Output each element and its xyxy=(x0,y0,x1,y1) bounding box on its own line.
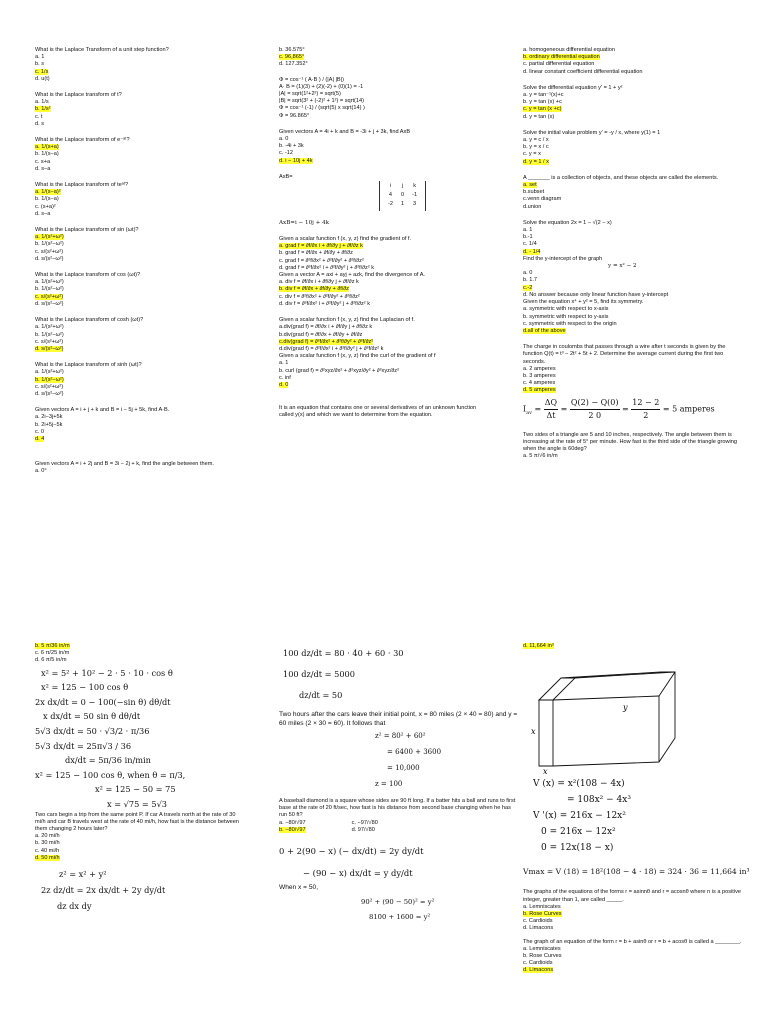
option: c. y = x xyxy=(523,151,541,158)
question-block xyxy=(523,939,758,975)
option: b. 30 mi/h xyxy=(35,840,60,847)
question-block xyxy=(35,47,245,83)
question-block xyxy=(279,236,479,272)
option: c. 6 π/25 in/m xyxy=(35,650,70,657)
option: b. 1/(s²−ω²) xyxy=(35,241,64,248)
option: a. 2i−3j+5k xyxy=(35,414,63,421)
option: a. div f = ∂f/∂x i + ∂f/∂y j + ∂f/∂z k xyxy=(279,279,359,286)
option: c. partial differential equation xyxy=(523,61,595,68)
work-line: |B| = sqrt(3² + (-2)² + 1²) = sqrt(14) xyxy=(279,98,364,105)
vmax-equation: Vmax = V (18) = 18²(108 − 4 · 18) = 324 · 36 = 11,664 in³ xyxy=(523,867,750,877)
option: a.div(grad f) = ∂f/∂x i + ∂f/∂y j + ∂f/∂z k xyxy=(279,324,373,331)
work-line: Φ = 96.865° xyxy=(279,112,310,119)
when-label: When x = 50, xyxy=(279,884,319,892)
question-block xyxy=(35,182,245,218)
option: a. y = tan⁻¹(x)+c xyxy=(523,92,564,99)
option: a. y = c / x xyxy=(523,137,549,144)
options-list xyxy=(352,820,378,834)
question-block xyxy=(35,362,245,398)
question-text: A baseball diamond is a square whose sides are 90 ft long. If a batter hits a ball and runs to first base at the rate of 20 ft/sec, how fast is his distance from second base changing when he has run 50 ft? xyxy=(279,798,516,819)
option: c. −97/√80 xyxy=(351,819,378,826)
option-correct: d. s/(s²−ω²) xyxy=(35,345,64,352)
option-correct: c. 1/s xyxy=(35,68,49,75)
question-text: Two sides of a triangle are 5 and 10 inches, respectively. The angle between them is increasing at the rate of 5° per minute. How fast is the third side of the triangle growing when the angle is 60deg? xyxy=(523,431,737,452)
option: c. s+a xyxy=(35,158,51,165)
option-correct: d. 0 xyxy=(279,381,289,388)
question-text: What is the Laplace transform of e⁻ᵃᵗ? xyxy=(35,137,130,144)
option-correct: d.all of the above xyxy=(523,327,566,334)
question-block xyxy=(523,299,738,335)
distance-work: z² = 80² + 60² = 6400 + 3600 = 10,000 z = 100 xyxy=(375,732,442,788)
matrix-cell: j xyxy=(401,183,404,190)
option: b. 1/(s−a) xyxy=(35,151,59,158)
option: b. y = tan (x) +c xyxy=(523,99,562,106)
option: a. 0 xyxy=(279,136,289,143)
work-line: A· B = (1)(3) + (2)(-2) + (0)(1) = -1 xyxy=(279,83,364,90)
option: a. 0° xyxy=(35,468,47,475)
option: c. (s+a)² xyxy=(35,203,56,210)
box-diagram xyxy=(531,656,681,774)
matrix-cell: i xyxy=(389,183,392,190)
axb-result: AxB=i − 10j + 4k xyxy=(279,219,330,226)
option: d. s/(s²−ω²) xyxy=(35,390,64,397)
question-text: Solve the initial value problem y' = -y / x, where y(1) = 1 xyxy=(523,129,661,136)
question-text: Given the equation x⁴ + y² = 5, find its symmetry. xyxy=(523,299,644,306)
option: a. homogeneous differential equation xyxy=(523,47,615,53)
question-block xyxy=(523,175,738,211)
question-block xyxy=(523,432,738,461)
option-correct: d. 50 mi/h xyxy=(35,854,60,861)
yint-equation: y = x² − 2 xyxy=(608,263,637,270)
option: c. 4 amperes xyxy=(523,380,556,387)
option-correct: b. −80/√97 xyxy=(279,826,306,833)
baseball-options xyxy=(279,820,519,834)
volume-work: V (x) = x²(108 − 4x) = 108x² − 4x³ V '(x) = 216x − 12x² 0 = 216x − 12x² 0 = 12x(18 − x) xyxy=(533,779,631,854)
option: c. t xyxy=(35,113,43,120)
option: d. 97/√80 xyxy=(351,826,375,833)
option: d. 127.352° xyxy=(279,61,308,68)
option: c. inf xyxy=(279,374,291,381)
column-1 xyxy=(35,47,245,476)
question-text: What is the Laplace transform of sin (ωt)? xyxy=(35,227,139,234)
option: d.union xyxy=(523,203,542,210)
average-current-equation: $I_{av}$ = $\frac{\Delta Q}{\Delta t}$ = $\frac{Q(2) - Q(0)}{2 0}$ = $\frac{12 - 2}{2}$ = 5 amperes xyxy=(523,397,715,420)
option: c. 40 mi/h xyxy=(35,847,60,854)
option: a. 20 mi/h xyxy=(35,833,60,840)
option: c.venn diagram xyxy=(523,196,562,203)
box-label-x-side: x xyxy=(531,727,536,737)
question-block xyxy=(523,85,738,121)
question-text: The charge in coulombs that passes through a wire after t seconds is given by the function Q(t) = t³ − 2t² + 5t + 2. Determine the average current during the first two seconds. xyxy=(523,344,726,365)
question-block xyxy=(35,137,245,173)
option: a. 1/(s²+ω²) xyxy=(35,279,64,286)
option: d. s/(s²−ω²) xyxy=(35,255,64,262)
option: a. 0 xyxy=(523,270,533,277)
matrix-cell: 3 xyxy=(413,201,417,208)
triangle-work: x² = 5² + 10² − 2 · 5 · 10 · cos θ x² = 125 − 100 cos θ 2x dx/dt = 0 − 100(−sin θ) dθ/dt x dx/dt = 50 sin θ dθ/dt 5√3 dx/dt = 50 · √3/2 · π/36 5√3 dx/dt = 25π√3 / 36 dx/dt = 5π/36 in/min x² = 125 − 100 cos θ, when θ = π/3, x² = 125 − 50 = 75 x = √75 = 5√3 xyxy=(35,667,186,809)
option-correct: c. s/(s²+ω²) xyxy=(35,293,64,300)
question-block xyxy=(35,92,245,128)
option: b. 3 amperes xyxy=(523,372,556,379)
question-text: What is the Laplace transform of cosh (ωt)? xyxy=(35,317,144,324)
option-correct: d. Limacons xyxy=(523,967,554,974)
option: d. s/(s²−ω²) xyxy=(35,300,64,307)
question-block xyxy=(523,889,758,932)
matrix-cell: 1 xyxy=(400,201,405,208)
question-block xyxy=(523,344,738,394)
question-text: Given a scalar function f (x, y, z) find the curl of the gradient of f xyxy=(279,353,436,360)
question-text: Given a scalar function f (x, y, z) find the Laplacian of f. xyxy=(279,317,415,324)
matrix-cell: k xyxy=(413,183,416,190)
matrix-cell: 0 xyxy=(400,192,405,199)
option: a. symmetric with respect to x-axis xyxy=(523,306,609,313)
option: b. 1/(s²−ω²) xyxy=(35,286,64,293)
option: b. y = x / c xyxy=(523,144,549,151)
option: c. div f = ∂²f/∂x² + ∂²f/∂y² + ∂²f/∂z² xyxy=(279,293,360,300)
option: c. 0 xyxy=(35,428,45,435)
option: b. grad f = ∂f/∂x + ∂f/∂y + ∂f/∂z xyxy=(279,250,353,257)
option: a. Lemniscates xyxy=(523,945,561,952)
option-correct: a. 1/(s+a) xyxy=(35,144,59,151)
option-correct: b. Rose Curves xyxy=(523,911,562,918)
option-correct: c. y = tan (x +c) xyxy=(523,106,562,113)
option: c. Cardioids xyxy=(523,918,553,925)
option: a. 1/s xyxy=(35,99,49,106)
axb-label: AxB= xyxy=(279,173,293,180)
option: c. s/(s²+ω²) xyxy=(35,248,64,255)
options-list xyxy=(35,643,245,665)
question-text: What is the Laplace transform of teᵃᵗ? xyxy=(35,182,129,189)
question-text: What is the Laplace Transform of a unit step function? xyxy=(35,47,169,53)
options-list xyxy=(523,47,738,76)
option: c. grad f = ∂²f/∂x² + ∂²f/∂y² + ∂²f/∂z² xyxy=(279,257,364,264)
column-6 xyxy=(523,643,758,975)
explanation-paragraph: Two hours after the cars leave their initial point, x = 80 miles (2 × 40 = 80) and y = 60 miles (2 × 30 = 60). It follows that xyxy=(279,711,518,727)
option: b. 1/(s−a) xyxy=(35,196,59,203)
column-4 xyxy=(35,643,245,914)
question-text: Two cars begin a trip from the same point P. If car A travels north at the rate of 30 mi/h and car B travels west at the rate of 40 mi/h, how fast is the distance between them changing 2 hours later? xyxy=(35,811,239,832)
question-block xyxy=(279,317,479,353)
option: a. Lemniscates xyxy=(523,903,561,910)
matrix-cell: -1 xyxy=(412,192,418,199)
option: a. 5 π/√6 in/m xyxy=(523,453,558,460)
work-line: |A| = sqrt(1²+2²) = sqrt(5) xyxy=(279,91,341,98)
option: d. u(t) xyxy=(35,75,50,82)
option: a. 2 amperes xyxy=(523,365,556,372)
question-text: The graphs of the equations of the forms r = asinnθ and r = acosnθ where n is a positive integer, greater than 1, are called _____. xyxy=(523,889,741,903)
option: c. s/(s²+ω²) xyxy=(35,338,64,345)
work-steps xyxy=(279,77,479,120)
options-list xyxy=(523,270,738,299)
option-correct: b. 1/(s²−ω²) xyxy=(35,376,64,383)
yint-text: Find the y-intercept of the graph xyxy=(523,255,603,262)
option-correct: b. 1/s² xyxy=(35,106,51,113)
question-text: It is an equation that contains one or several derivatives of an unknown function called y(x) and which we want to determine from the equation. xyxy=(279,405,477,419)
answer-highlight: d. 11,664 in³ xyxy=(523,643,554,649)
column-2 xyxy=(279,47,479,420)
question-text: The graph of an equation of the form r = b + asinθ or r = b + acosθ is called a ________. xyxy=(523,938,742,945)
question-text: Given vectors A = 4i + k and B = -3i + j + 3k, find AxB xyxy=(279,128,411,135)
column-3 xyxy=(523,47,738,460)
question-block xyxy=(35,461,245,475)
question-text: Solve the differential equation y' = 1 + y² xyxy=(523,84,623,91)
cars-work: z² = x² + y² 2z dz/dt = 2x dx/dt + 2y dy/dt dz dx dy xyxy=(41,868,166,911)
question-text: Given vectors A = i + j + k and B = i − 5j + 5k, find A·B. xyxy=(35,407,170,414)
option: b. 1.7 xyxy=(523,277,537,284)
option: d. s−a xyxy=(35,165,51,172)
question-text: Solve the equation 2x = 1 − √(2 − x) xyxy=(523,219,612,226)
question-text: What is the Laplace transform of t? xyxy=(35,92,122,99)
question-block xyxy=(35,812,245,862)
box-label-y: y xyxy=(623,703,628,713)
option-correct: c. 96,865° xyxy=(279,54,305,61)
option-correct: b. 5 π/36 in/m xyxy=(35,643,70,649)
option-correct: d. y = 1 / x xyxy=(523,158,549,165)
question-text: Given vectors A = i + 2j and B = 3i − 2j + k, find the angle between them. xyxy=(35,461,214,468)
option: a. 1 xyxy=(279,360,289,367)
question-text: What is the Laplace transform of cos (ωt)? xyxy=(35,272,141,279)
option: a. 1/(s²+ω²) xyxy=(35,324,64,331)
option-correct: b. div f = ∂f/∂x + ∂f/∂y + ∂f/∂z xyxy=(279,286,349,293)
option: d. 6 π/5 in/m xyxy=(35,657,67,664)
option-correct: d. 5 amperes xyxy=(523,387,556,394)
option: b. 1/(s²−ω²) xyxy=(35,331,64,338)
option: c. Cardioids xyxy=(523,960,553,967)
question-text: Given a vector A = axi + ayj + azk, find the divergence of A. xyxy=(279,272,425,279)
option: d. div f = ∂²f/∂x² i + ∂²f/∂y² j + ∂²f/∂z² k xyxy=(279,300,371,307)
option: d. No answer because only linear function have y-intercept xyxy=(523,291,669,298)
option: a. 1 xyxy=(523,227,533,234)
cross-product-matrix xyxy=(379,181,426,211)
option-correct: a. grad f = ∂f/∂x i + ∂f/∂y j + ∂f/∂z k xyxy=(279,243,363,250)
box-label-x-bottom: x xyxy=(543,767,548,775)
question-block xyxy=(279,272,479,308)
question-text: A _______ is a collection of objects, and these objects are called the elements. xyxy=(523,174,719,181)
option: d. s−a xyxy=(35,210,51,217)
option: d. s xyxy=(35,120,45,127)
option-correct: c.-2 xyxy=(523,284,533,291)
option: b. 2i+5j−5k xyxy=(35,421,63,428)
option-correct: d. - 1/4 xyxy=(523,248,541,255)
options-list xyxy=(279,47,479,69)
matrix-cell: 4 xyxy=(388,192,393,199)
option: d.div(grad f) = ∂²f/∂x² i + ∂²f/∂y² j + ∂²f/∂z² k xyxy=(279,345,384,352)
option-correct: a. 1/(s−a)² xyxy=(35,189,61,196)
option: b. -4i + 3k xyxy=(279,143,304,150)
option: a. 1 xyxy=(35,54,45,61)
option: b.subset xyxy=(523,189,545,196)
option: a. −80/√97 xyxy=(279,819,306,826)
cars-work-continued: 100 dz/dt = 80 · 40 + 60 · 30 100 dz/dt = 5000 dz/dt = 50 xyxy=(283,648,404,700)
baseball-work: 0 + 2(90 − x) (− dx/dt) = 2y dy/dt − (90 − x) dx/dt = y dy/dt xyxy=(279,846,424,879)
option: b. curl (grad f) = ∂²xyz/∂x² + ∂²xyz/∂y² + ∂²xyz/∂z² xyxy=(279,367,399,374)
question-block xyxy=(35,317,245,353)
option-correct: d. i − 10j + 4k xyxy=(279,157,313,164)
matrix-cell: -2 xyxy=(388,201,393,208)
question-block xyxy=(35,272,245,308)
option: c. -12 xyxy=(279,150,293,157)
question-block xyxy=(523,130,738,166)
question-block xyxy=(35,407,245,443)
option-correct: b. ordinary differential equation xyxy=(523,54,600,61)
option: c. symmetric with respect to the origin xyxy=(523,320,617,327)
option: b.-1 xyxy=(523,234,533,241)
question-text: Given a scalar function f (x, y, z) find the gradient of f. xyxy=(279,236,412,243)
option-correct: c.div(grad f) = ∂²f/∂x² + ∂²f/∂y² + ∂²f/∂z² xyxy=(279,338,374,345)
option: a. 1/(s²+ω²) xyxy=(35,369,64,376)
option: d. y = tan (x) xyxy=(523,113,555,120)
option: b. 36.575° xyxy=(279,47,305,53)
question-block xyxy=(35,227,245,263)
question-block xyxy=(279,129,479,165)
work-line: Φ = cos⁻¹ (-1) / (sqrt(5) x sqrt(14) ) xyxy=(279,105,365,112)
option: d. Limacons xyxy=(523,925,554,932)
question-text: What is the Laplace transform of sinh (ωt)? xyxy=(35,362,142,369)
option: c. s/(s²+ω²) xyxy=(35,383,64,390)
option: b. symmetric with respect to y-axis xyxy=(523,313,609,320)
option: d. grad f = ∂²f/∂x² i + ∂²f/∂y² j + ∂²f/∂z² k xyxy=(279,264,375,271)
option: c. 1/4 xyxy=(523,241,537,248)
column-5 xyxy=(279,643,519,925)
option-correct: d. 4 xyxy=(35,435,45,442)
options-list xyxy=(279,820,306,834)
option: d. linear constant coefficient differential equation xyxy=(523,68,643,75)
question-block xyxy=(279,353,479,389)
option-correct: a. 1/(s²+ω²) xyxy=(35,234,64,241)
work-line: Φ = cos⁻¹ ( A·B ) / (|A| |B|) xyxy=(279,76,344,83)
option-correct: a. set xyxy=(523,182,537,189)
baseball-work-2: 90² + (90 − 50)² = y² 8100 + 1600 = y² xyxy=(361,898,435,922)
option: b. s xyxy=(35,61,45,68)
option: b.div(grad f) = ∂f/∂x + ∂f/∂y + ∂f/∂z xyxy=(279,331,363,338)
option: b. Rose Curves xyxy=(523,953,562,960)
question-block xyxy=(523,220,738,256)
